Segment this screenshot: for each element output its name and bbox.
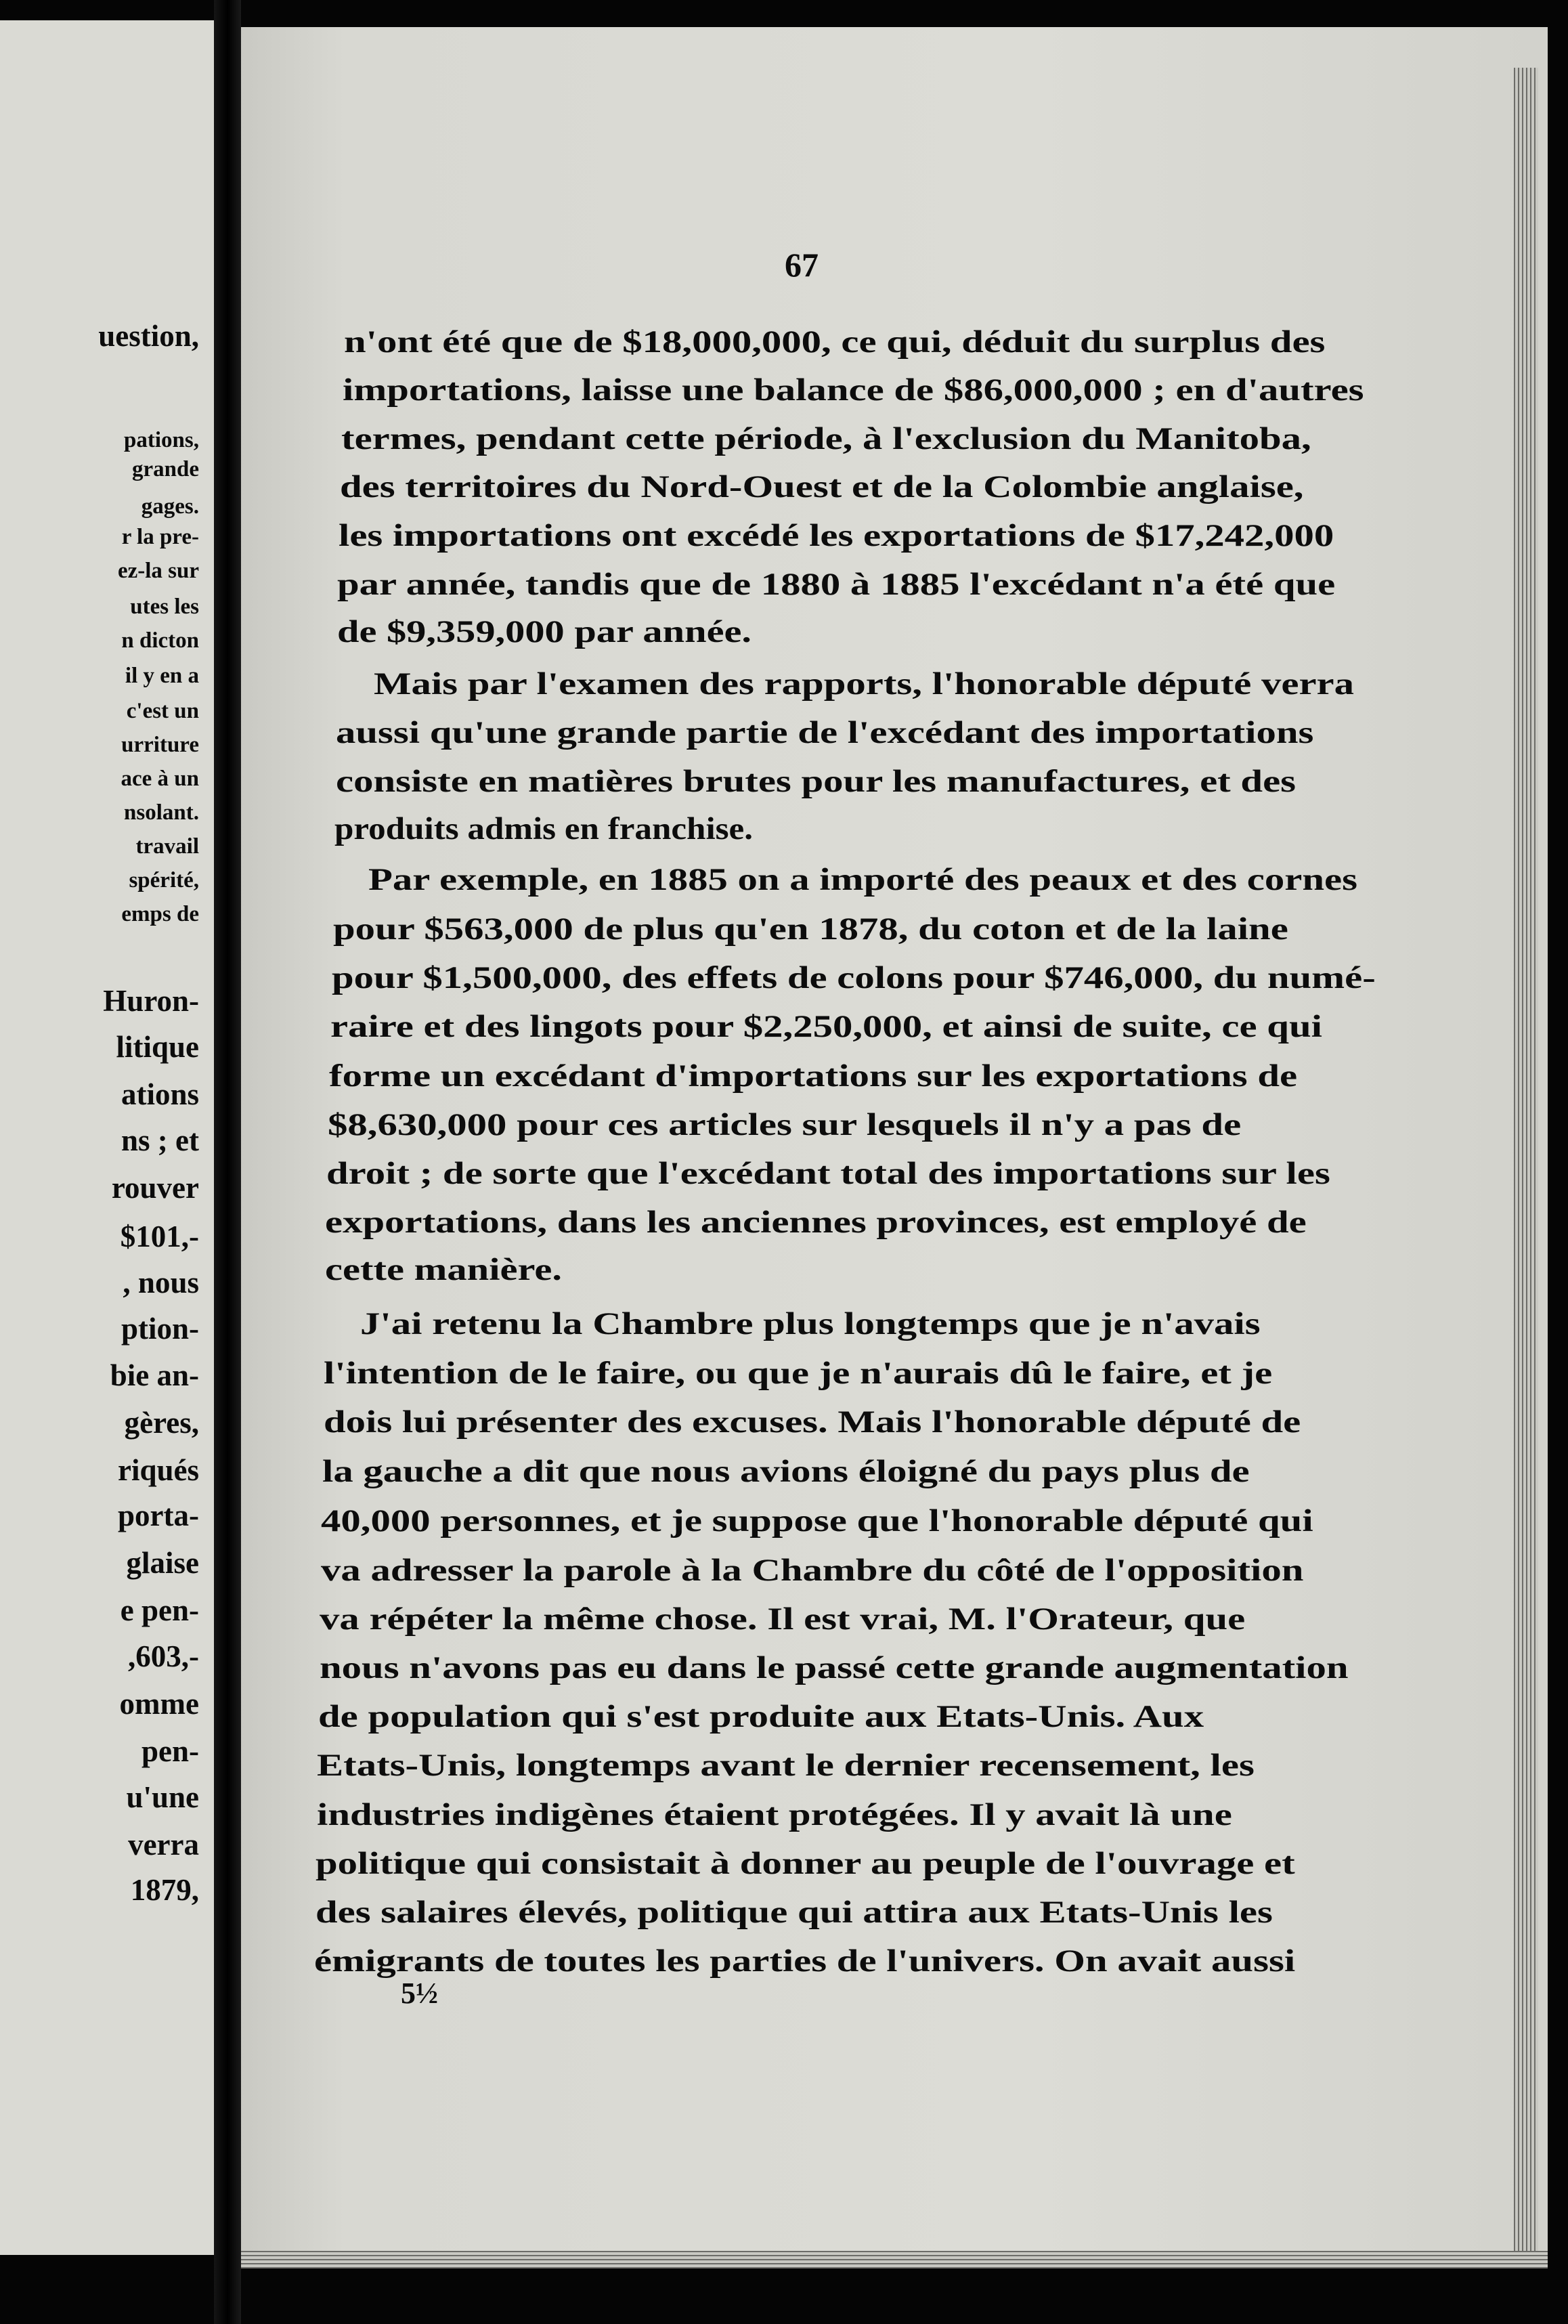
text-line: importations, laisse une balance de $86,000,000 ; en d'autres — [343, 372, 1364, 408]
text-line: Mais par l'examen des rapports, l'honorable député verra — [374, 666, 1355, 702]
main-page — [241, 27, 1548, 2268]
left-page-text-line: e pen- — [120, 1593, 199, 1627]
text-line: $8,630,000 pour ces articles sur lesquels il n'y a pas de — [328, 1107, 1242, 1142]
left-page-text-line: omme — [119, 1687, 199, 1721]
left-page-text-line: gères, — [124, 1406, 199, 1440]
text-line: raire et des lingots pour $2,250,000, et ainsi de suite, ce qui — [330, 1009, 1322, 1044]
text-line: les importations ont excédé les exportations de $17,242,000 — [339, 518, 1334, 553]
left-page-text-line: pations, — [124, 428, 199, 452]
text-line: nous n'avons pas eu dans le passé cette grande augmentation — [320, 1650, 1349, 1685]
text-line: termes, pendant cette période, à l'exclusion du Manitoba, — [341, 421, 1311, 456]
text-line: produits admis en franchise. — [334, 811, 753, 846]
text-line: de $9,359,000 par année. — [337, 614, 752, 649]
left-page-text-line: ns ; et — [121, 1123, 199, 1157]
text-line: exportations, dans les anciennes provinces, est employé de — [325, 1205, 1307, 1240]
left-page-text-line: travail — [135, 834, 199, 859]
left-page-text-line: nsolant. — [124, 800, 199, 825]
text-line: des territoires du Nord-Ouest et de la Colombie anglaise, — [340, 469, 1304, 504]
page-body-text — [241, 27, 1548, 2262]
page-number: 67 — [785, 246, 819, 284]
text-line: la gauche a dit que nous avions éloigné du pays plus de — [322, 1454, 1250, 1489]
text-line: de population qui s'est produite aux Etats-Unis. Aux — [318, 1699, 1204, 1734]
left-page-text-line: ez-la sur — [117, 559, 199, 583]
text-line: industries indigènes étaient protégées. Il y avait là une — [317, 1797, 1232, 1832]
left-page-text-line: rouver — [111, 1171, 199, 1205]
left-page-text-line: bie an- — [110, 1358, 199, 1392]
text-line: Par exemple, en 1885 on a importé des peaux et des cornes — [368, 862, 1357, 897]
page-fore-edge — [1514, 68, 1538, 2262]
left-page-text-line: ption- — [121, 1312, 199, 1346]
text-line: dois lui présenter des excuses. Mais l'honorable député de — [324, 1404, 1301, 1440]
left-page-text-line: emps de — [121, 902, 199, 926]
left-page-text-line: , nous — [123, 1266, 199, 1299]
left-page-text-line: uestion, — [98, 319, 199, 353]
text-line: l'intention de le faire, ou que je n'aurais dû le faire, et je — [324, 1356, 1273, 1391]
text-line: Etats-Unis, longtemps avant le dernier recensement, les — [317, 1748, 1255, 1783]
left-page-text-line: riqués — [117, 1453, 199, 1487]
left-page-text-line: spérité, — [129, 868, 199, 892]
text-line: J'ai retenu la Chambre plus longtemps que je n'avais — [360, 1306, 1261, 1341]
left-page-text-line: verra — [128, 1828, 199, 1862]
text-line: par année, tandis que de 1880 à 1885 l'excédant n'a été que — [337, 567, 1336, 602]
left-page-text-line: glaise — [126, 1546, 199, 1580]
page-bottom-edge — [241, 2251, 1548, 2268]
left-page-text-line: ace à un — [121, 767, 199, 791]
left-page-text-line: urriture — [121, 733, 199, 757]
text-line: aussi qu'une grande partie de l'excédant des importations — [336, 715, 1314, 750]
book-gutter — [214, 0, 241, 2324]
text-line: cette manière. — [325, 1252, 562, 1287]
text-line: des salaires élevés, politique qui attira aux Etats-Unis les — [315, 1895, 1273, 1930]
text-line: n'ont été que de $18,000,000, ce qui, déduit du surplus des — [344, 324, 1326, 360]
left-page-text-line: u'une — [126, 1780, 199, 1814]
text-line: pour $563,000 de plus qu'en 1878, du coton et de la laine — [333, 911, 1288, 947]
text-line: 40,000 personnes, et je suppose que l'honorable député qui — [321, 1503, 1313, 1538]
left-page-text-line: utes les — [130, 595, 199, 619]
left-page-text-line: ations — [121, 1077, 199, 1111]
left-page-text-line: litique — [116, 1030, 199, 1064]
left-page-text-line: 1879, — [130, 1873, 199, 1907]
text-line: pour $1,500,000, des effets de colons pour $746,000, du numé- — [332, 960, 1376, 995]
left-page-text-line: pen- — [141, 1734, 199, 1768]
signature-mark: 5½ — [401, 1977, 438, 2010]
left-page-text-line: Huron- — [103, 984, 199, 1018]
text-line: va adresser la parole à la Chambre du côté de l'opposition — [321, 1553, 1304, 1588]
left-page-text-line: il y en a — [125, 664, 199, 688]
left-page-text-line: ,603,- — [128, 1639, 199, 1673]
left-page-text-line: gages. — [141, 494, 199, 519]
text-line: émigrants de toutes les parties de l'univers. On avait aussi — [314, 1943, 1296, 1979]
text-line: droit ; de sorte que l'excédant total des importations sur les — [326, 1156, 1330, 1191]
left-page-text-line: grande — [132, 457, 199, 481]
left-page-text-line: $101,- — [120, 1220, 199, 1253]
text-line: forme un excédant d'importations sur les exportations de — [329, 1058, 1298, 1094]
left-facing-page — [0, 20, 214, 2255]
text-line: politique qui consistait à donner au peuple de l'ouvrage et — [315, 1846, 1295, 1881]
left-page-text-line: n dicton — [121, 628, 199, 653]
text-line: consiste en matières brutes pour les manufactures, et des — [336, 764, 1297, 799]
left-page-text-line: porta- — [118, 1499, 199, 1532]
left-page-text-line: c'est un — [126, 699, 199, 723]
left-page-text-line: r la pre- — [121, 525, 199, 549]
text-line: va répéter la même chose. Il est vrai, M. l'Orateur, que — [320, 1601, 1246, 1637]
